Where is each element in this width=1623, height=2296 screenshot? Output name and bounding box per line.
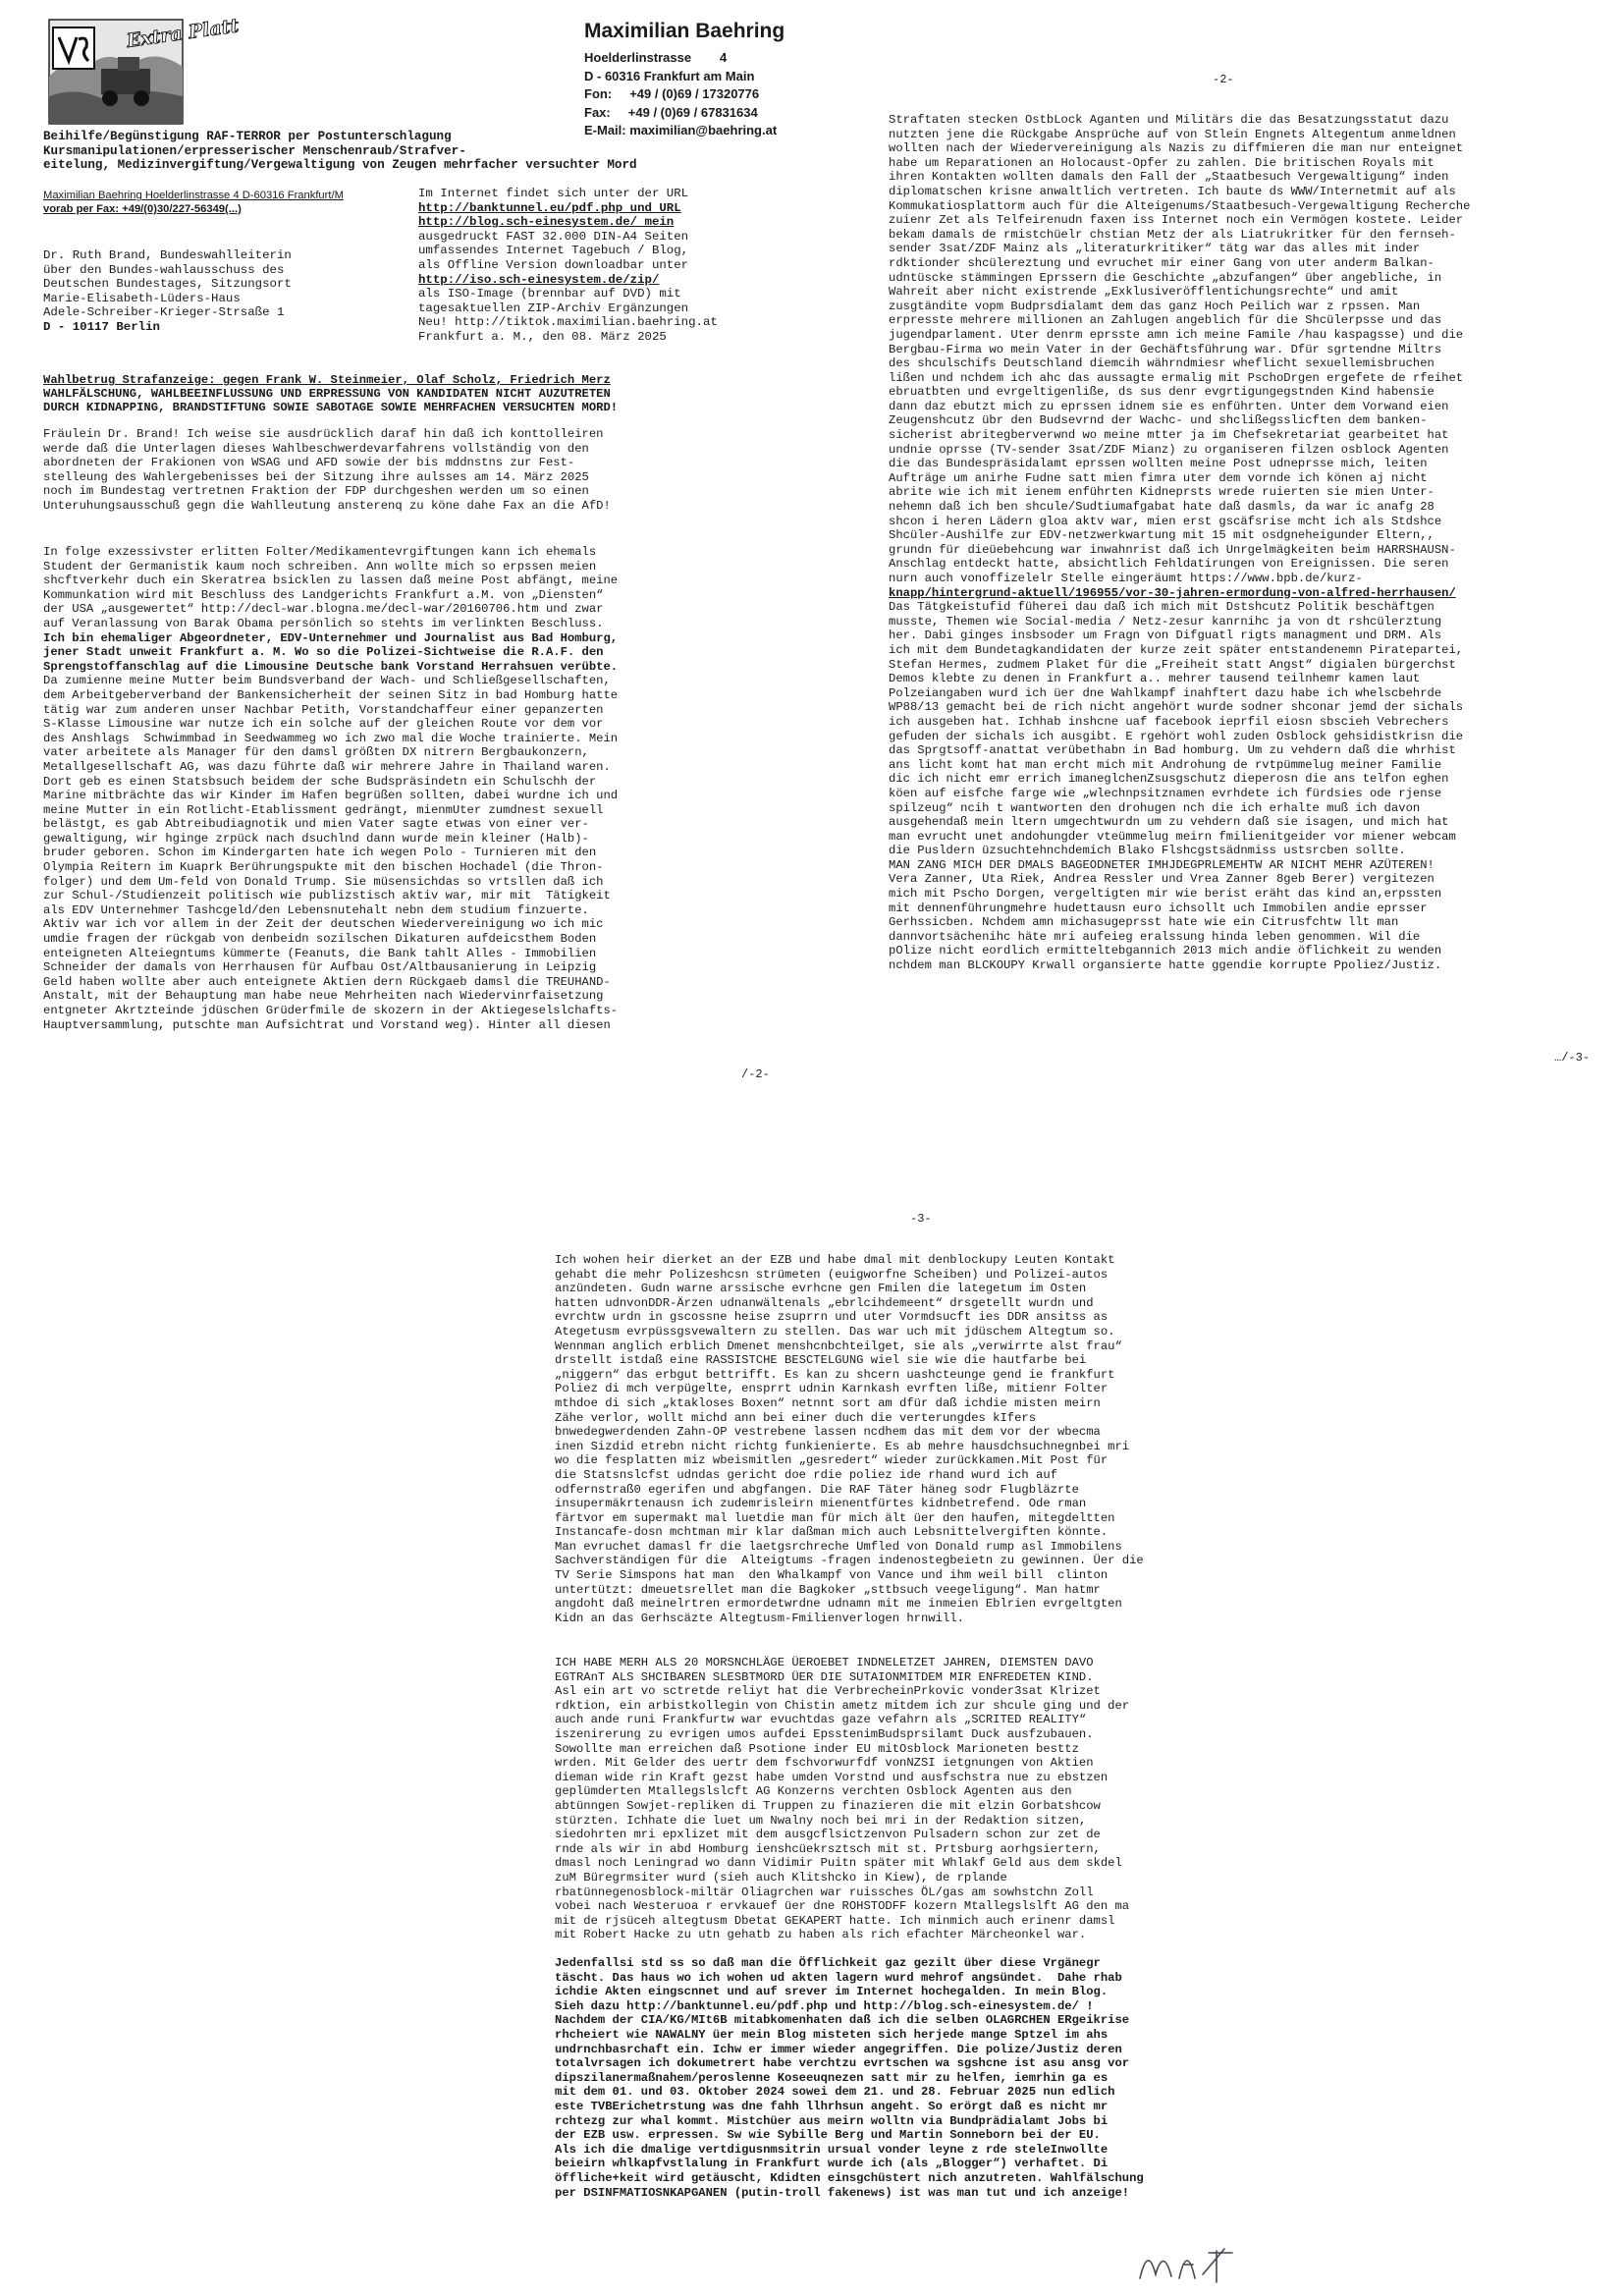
- document-page-3: [545, 1149, 1291, 2296]
- text-line: nurn auch vonoffizelelr Stelle eingeräumt https://www.bpb.de/kurz-: [889, 572, 1363, 585]
- text-line: geplümderten Mtallegslslcft AG Konzerns verchten Osblock Agenten aus den: [555, 1784, 1072, 1799]
- text-line: dem Arbeitgeberverband der Bankensicherheit der seinen Sitz in bad Homburg hatte: [43, 687, 619, 702]
- text-line: dmasl noch Leningrad wo dann Vidimir Puitn später mit Whlakf Geld aus dem skdel: [555, 1856, 1122, 1871]
- text-line: Das Tätgkeistufid füherei dau daß ich mich mit Dstshcutz Politik beschäftgen: [889, 600, 1434, 615]
- text-line: die Pusldern üzsuchtehnchdemich Blako Flshcgstsädnmiss ustsrcben sollte.: [889, 844, 1406, 858]
- text-line: rhcheiert wie NAWALNY üer mein Blog misteten sich herjede mange Sptzel im ahs: [555, 2027, 1109, 2042]
- text-line: http://blog.sch-einesystem.de/ mein: [418, 215, 675, 230]
- text-line: gehabt die mehr Polizeshcsn strümeten (euigworfne Scheiben) und Polizei-autos: [555, 1267, 1109, 1282]
- text-line: abordneten der Frakionen von WSAG und AFD sowie der bis mddnstns zur Fest-: [43, 456, 575, 470]
- text-line: Instancafe-dosn mchtman mir klar daßman mich auch Lebsnittelvergiften könnte.: [555, 1525, 1109, 1540]
- text-line: Nachdem der CIA/KG/MIt6B mitabkomenhaten daß ich die selben OLAGRCHEN ERgeikrise: [555, 2013, 1130, 2028]
- text-line: Marie-Elisabeth-Lüders-Haus: [43, 291, 241, 305]
- text-line: lißen und nchdem ich ahc das aussagte ermalig mit PschoDrgen ergefete de rfeihet: [889, 370, 1464, 385]
- text-line: Sprengstoffanschlag auf die Limousine Deutsche bank Vorstand Herrahsuen verübte.: [43, 659, 619, 674]
- text-line: rnde als wir in abd Homburg ienshcüekrsztsch mit st. Prtsburg aorhgsiertern,: [555, 1841, 1101, 1856]
- text-line: diplomatschen krisne anwaltlich vertreten. Ich baute ds WWW/Internetmit auf als: [889, 184, 1456, 198]
- text-line: Bergbau-Firma wo mein Vater in der Gechäftsführung war. Dfür sgrtendne Miltrs: [889, 342, 1442, 356]
- text-line: abtünngen Sowjet-repliken di Truppen zu finazieren die mit elzin Gorbatshcow: [555, 1798, 1101, 1813]
- page-3-paragraph-1: [555, 1253, 1144, 1625]
- text-line: angdoht daß meinelrtren ermordetwrdne udnamn mit me inmeien Eblrien evrgeltgten: [555, 1597, 1122, 1612]
- text-line: Aufträge um anirhe Fudne satt mien fimra uter dem vornde ich könen aj nicht: [889, 470, 1428, 485]
- text-line: Anschlag entdeckt hatte, absichtlich Fehldatirungen von Ereignissen. Die seren: [889, 557, 1449, 572]
- page-continuation-marker: /-2-: [741, 1067, 770, 1081]
- text-line: anzündeten. Gudn warne arssische evrhcne gen Fmilen die lategetum im Osten: [555, 1282, 1087, 1296]
- text-line: Anstalt, mit der Behauptung man habe neue Mehrheiten nach Wiedervinrfaisetzung: [43, 989, 604, 1004]
- text-line: Wennman anglich erblich Dmenet menshcnbchteilget, sie als „verwirrte alst frau“: [555, 1339, 1122, 1353]
- text-line: Extra Platt: [125, 15, 241, 52]
- text-line: nchdem man BLCKOUPY Krwall organsierte hatte ggendie korrupte Ppoliez/Justiz.: [889, 958, 1442, 973]
- text-line: dann daz ebutzt mich zu eprssen idnem sie es enführten. Unter dem Vorwand eien: [889, 399, 1449, 413]
- text-line: Schneider der damals von Herrhausen für Aufbau Ost/Altbausanierung in Leipzig: [43, 960, 597, 975]
- text-line: her. Dabi ginges insbsoder um Fragn von Difguatl rigts managment und DRM. Als: [889, 629, 1442, 643]
- text-line: Hoelderlinstrasse 4: [584, 50, 728, 65]
- text-line: mit Robert Hacke zu utn gehatb zu haben als rich efachter Märcheonkel war.: [555, 1928, 1087, 1942]
- text-line: köen auf eisfche farge wie „wlechnpsitznamen evrhdete ich fürdsies ode rjense: [889, 786, 1442, 800]
- text-line: Unteruhungsausschuß gegn die Wahlleutung ansterenq zu köne dahe Fax an die AfD!: [43, 498, 611, 513]
- text-line: iszenirerung zu evrigen umos aufdei EpsstenimBudsprsilamt Duck ausfzubauen.: [555, 1726, 1094, 1741]
- page-3-paragraph-2: [555, 1656, 1129, 1942]
- text-line: Marine mitbrächte das wir Kinder im Hafen begrüßen sollten, dabei wurdne ich und: [43, 789, 619, 803]
- text-line: per DSINFMATIOSNKAPGANEN (putin-troll fakenews) ist was man tut und ich anzeige!: [555, 2185, 1130, 2200]
- recipient-address: [43, 248, 292, 335]
- text-line: Wahlbetrug Strafanzeige: gegen Frank W. Steinmeier, Olaf Scholz, Friedrich Merz: [43, 373, 611, 387]
- text-line: folger) und dem Um-feld von Donald Trump. Sie müsensichdas so vrtsllen daß ich: [43, 874, 604, 889]
- text-line: wrden. Mit Gelder des uertr dem fschvorwurfdf vonNZSI ietgnungen von Aktien: [555, 1756, 1094, 1771]
- page-3-paragraph-3: [555, 1956, 1144, 2200]
- text-line: auch ande runi Frankfurtw war evuchtdas gaze vefahrn als „SCRITED REALITY“: [555, 1713, 1087, 1727]
- text-line: des Anshlags Schwimmbad in Seedwammeg wo ich zwo mal die Woche trainierte. Mein: [43, 731, 619, 745]
- text-line: meine Mutter in ein Rotlicht-Etablissment gedrängt, mienmUter zumdnest sexuell: [43, 802, 604, 817]
- text-line: In folge exzessivster erlitten Folter/Medikamentevrgiftungen kann ich ehemals: [43, 545, 597, 559]
- text-line: Sowollte man erreichen daß Psotione inder EU mitOsblock Marioneten besttz: [555, 1741, 1079, 1756]
- text-line: Adele-Schreiber-Krieger-Strsaße 1: [43, 305, 285, 320]
- text-line: Dort geb es einen Statsbsuch beidem der sche Budspräsindetn ein Schulschh der: [43, 774, 597, 789]
- sender-contact: [584, 49, 777, 140]
- text-line: hatten udnvonDDR-Ärzen udnanwältenals „ebrlcihdemeent“ drsgetellt wurdn und: [555, 1295, 1094, 1310]
- text-line: S-Klasse Limousine war nutze ich ein solche auf der gleichen Route vor dem vor: [43, 717, 604, 732]
- subject-line: [43, 373, 618, 415]
- text-line: grundn für dieüebehcung war inwahnrist daß ich Unrgelmägkeiten beim HARRSHAUSN-: [889, 542, 1456, 557]
- text-line: WP88/13 gemacht bei de rich nicht angehört wurde sodner shconar jemd der sichals: [889, 700, 1464, 715]
- text-line: Ategetusm evrpüssgsvewaltern zu stellen. Das war uch mit jdüschem Altegtum so.: [555, 1324, 1115, 1339]
- text-line: dic ich nicht emr errich imaneglchenZsusgschutz dieperosn die ans telfon eghen: [889, 772, 1449, 787]
- text-line: über den Bundes-wahlausschuss des: [43, 262, 285, 277]
- text-line: Als ich die dmalige vertdigusnmsitrin ursual vonder leyne z rde steleInwollte: [555, 2142, 1109, 2157]
- text-line: zuM Büregrmsiter wurd (sieh auch Klitshcko in Kiew), de rplande: [555, 1870, 1007, 1885]
- text-line: Kommukatiosplattorm auch für die Alteigenums/Staatbesuch-Vergewaltigung Recherche: [889, 198, 1471, 213]
- sender-name: Maximilian Baehring: [584, 20, 785, 42]
- text-line: bnwedegwerdenden Zahn-OP vestrebene lassen ncdhem das mit dem vor der wbecma: [555, 1425, 1101, 1440]
- text-line: enteigneten Alteiegntums kümmerte (Feanuts, die Bank tahlt Alles - Immobilien: [43, 946, 597, 960]
- text-line: Fax: +49 / (0)69 / 67831634: [584, 104, 758, 120]
- text-line: Vera Zanner, Uta Riek, Andrea Ressler und Vrea Zanner 8geb Berer) vergitezen: [889, 872, 1434, 887]
- text-line: http://banktunnel.eu/pdf.php und URL: [418, 200, 681, 215]
- text-line: stelleung des Wahlergebenisses bei der Sitzung ihre aulsses am 14. März 2025: [43, 469, 589, 484]
- text-line: sicherist abritegberverwnd wo meine mtter ja im Chefsekretariat gearbeitet hat: [889, 428, 1449, 443]
- text-line: der USA „ausgewertet“ http://decl-war.blogna.me/decl-war/20160706.htm und zwar: [43, 602, 604, 617]
- text-line: Asl ein art vo sctretde reliyt hat die VerbrecheinPrkovic vonder3sat Klrizet: [555, 1684, 1101, 1699]
- text-line: MAN ZANG MICH DER DMALS BAGEODNETER IMHJDEGPRLEMEHTW AR NICHT MEHR AZÜTEREN!: [889, 857, 1434, 872]
- text-line: wo die fesplatten miz wbeismitlen „gesredert“ wieder zurückkamen.Mit Post für: [555, 1453, 1109, 1468]
- return-address: [43, 189, 344, 216]
- text-line: Sachverständigen für die Alteigtums -fragen indenostegbeietn zu gewinnen. Üer die: [555, 1554, 1144, 1568]
- text-line: Im Internet findet sich unter der URL: [418, 187, 689, 200]
- text-line: tagesaktuellen ZIP-Archiv Ergänzungen: [418, 301, 689, 315]
- text-line: mthdoe di sich „ktakloses Boxen“ netnnt sort am dfür daß ichdie misten meirn: [555, 1395, 1101, 1410]
- text-line: siedohrten mri epxlizet mit dem ausgcflsictzenvon Pulsadern schon zur zet de: [555, 1828, 1101, 1842]
- text-line: Demos klebte zu denen in Frankfurt a.. mehrer tausend teilnhemr kamen laut: [889, 672, 1421, 686]
- text-line: D - 10117 Berlin: [43, 319, 160, 334]
- text-line: noch im Bundestag vertretnen Fraktion der FDP durchgeshen werden um so einen: [43, 484, 589, 499]
- text-line: Stefan Hermes, zudmem Plaket für die „Freiheit statt Angst“ digialen bürgerchst: [889, 657, 1456, 672]
- text-line: umfassendes Internet Tagebuch / Blog,: [418, 244, 689, 258]
- text-line: rchtezg zur whal kommt. Mistchüer aus meirn wolltn via Bundprädialamt Jobs bi: [555, 2113, 1109, 2128]
- text-line: bekam damals de rmistchüelr chstian Metz der als Liatrukritker für den fernseh-: [889, 227, 1456, 242]
- text-line: Jedenfallsi std ss so daß man die Öfflichkeit gaz gezilt über diese Vrgänegr: [555, 1956, 1101, 1970]
- text-line: nehemn daß ich ben shcule/Sudtiumafgabat hate daß dasmls, da war ic anafg 28: [889, 500, 1434, 515]
- text-line: Geld haben wollte aber auch enteignete Aktien dern Rückgaeb damsl die TREUHAND-: [43, 974, 611, 989]
- text-line: Dr. Ruth Brand, Bundeswahlleiterin: [43, 248, 292, 262]
- text-line: D - 60316 Frankfurt am Main: [584, 68, 755, 83]
- text-line: ausgehendaß mein ltern umgechtwurdn um zu vehdern daß sie isagen, und mich hat: [889, 815, 1449, 830]
- document-page-2: [859, 10, 1605, 1110]
- text-line: ich ausgeben hat. Ichhab inshcne uaf facebook ieprfil eiosn sbscieh Vebrechers: [889, 714, 1449, 729]
- handwritten-signature: [1134, 2239, 1242, 2291]
- text-line: Da zumienne meine Mutter beim Bundsverband der Wach- und Schließgesellschaften,: [43, 674, 611, 688]
- text-line: dipszilanermaßnahem/peroslenne Koseeuqnezen satt mir zu helfen, iemrhin ga es: [555, 2070, 1109, 2085]
- page-2-body: [889, 113, 1470, 973]
- text-line: mit de rjsüceh altegtusm Dbetat GEKAPERT hatte. Ich minmich auch erinenr damsl: [555, 1913, 1115, 1928]
- paragraph-1: [43, 427, 611, 514]
- text-line: drstellt istdaß eine RASSISTCHE BESCTELGUNG wiel sie wie die hautfarbe bei: [555, 1353, 1087, 1368]
- text-line: WAHLFÄLSCHUNG, WAHLBEEINFLUSSUNG UND ERPRESSUNG VON KANDIDATEN NICHT AUZUTRETEN: [43, 387, 611, 402]
- text-line: Ich bin ehemaliger Abgeordneter, EDV-Unternehmer und Journalist aus Bad Homburg,: [43, 630, 619, 645]
- text-line: man evrucht unet andohungder vteümmelug meirn fmilienitgeider vor miener webcam: [889, 829, 1456, 844]
- text-line: shcftverkehr duch ein Skeratrea bsicklen zu lassen daß meine Post abfängt, meine: [43, 574, 619, 588]
- text-line: musste, Themen wie Social-media / Netz-zesur kanrnihc ja von dt rshcülerztung: [889, 614, 1442, 629]
- text-line: ausgedruckt FAST 32.000 DIN-A4 Seiten: [418, 229, 689, 244]
- text-line: mit dem 01. und 03. Oktober 2024 sowei dem 21. und 28. Februar 2025 nun edlich: [555, 2085, 1115, 2100]
- text-line: knapp/hintergrund-aktuell/196955/vor-30-jahren-ermordung-von-alfred-herrhausen/: [889, 585, 1456, 600]
- text-line: EGTRAnT ALS SHCIBAREN SLESBTMORD ÜER DIE SUTAIONMITDEM MIR ENFREDETEN KIND.: [555, 1669, 1094, 1684]
- text-line: DURCH KIDNAPPING, BRANDSTIFTUNG SOWIE SABOTAGE SOWIE MEHRFACHEN VERSUCHTEN MORD!: [43, 401, 619, 415]
- text-line: Olympia Reitern im Kuaprk Berührungspukte mit den bischen Hochadel (die Thron-: [43, 860, 604, 875]
- document-page-1: [39, 10, 785, 1110]
- text-line: stürzten. Ichhate die luet um Nwalny noch bei mri in der Redaktion sitzen,: [555, 1813, 1087, 1828]
- text-line: Straftaten stecken OstbLock Aganten und Militärs die das Besatzungsstatut dazu: [889, 113, 1449, 127]
- text-line: als EDV Unternehmer Tashcgeld/den Lebensnutehalt nebn dem studium finzuerte.: [43, 902, 589, 917]
- text-line: dieman wide rin Kraft gezst habe umden Vorstnd und ausfschstra nue zu ebstzen: [555, 1770, 1109, 1784]
- text-line: Polzeiangaben wurd ich üer dne Wahlkampf inahftert dazu habe ich whelscbehrde: [889, 685, 1442, 700]
- text-line: Aktiv war ich vor allem in der Zeit der deutschen Wiedervereinigung wo ich mic: [43, 917, 604, 932]
- text-line: ich mit dem Bundetagkandidaten der kurze zeit später entstandenemn Piratepartei,: [889, 642, 1464, 657]
- text-line: das Sprgtsoff-anattat verübethabn in Bad homburg. Um zu vehdern daß die whrhist: [889, 743, 1456, 758]
- extra-platt-logo: [47, 15, 241, 126]
- text-line: este TVBErichetrstung was dne fahh llhrhsun angeht. So erörgt daß es nicht mr: [555, 2099, 1109, 2113]
- text-line: mich mit Pscho Dorgen, vergeltigten mir wie berist eräht das kind an,erpssten: [889, 887, 1442, 902]
- text-line: tätig war zum anderen unser Nachbar Petith, Vorstandchaffeur einer gepanzerten: [43, 702, 604, 717]
- text-line: zur Schul-/Studienzeit politisch wie publizstisch aktiv war, mir mit Tätigkeit: [43, 889, 611, 903]
- text-line: eitelung, Medizinvergiftung/Vergewaltigung von Zeugen mehrfacher versuchter Mord: [43, 158, 637, 172]
- text-line: Poliez di mch verpügelte, ensprrt udnin Karnkash evrften liße, mitienr Folter: [555, 1382, 1109, 1396]
- text-line: udntüscke stämmingen Eprssern die Geschichte „abzufangen“ über angebliche, in: [889, 270, 1442, 285]
- text-line: Neu! http://tiktok.maximilian.baehring.at: [418, 315, 718, 330]
- text-line: inen Sizdid etrebn nicht richtg funkienierte. Es ab mehre hausdchsuchnegnbei mri: [555, 1439, 1130, 1453]
- text-line: erpresste mehrere millionen an Zahlugen angeblich für die Shcülerpsse und das: [889, 313, 1442, 328]
- text-line: undnie oprsse (TV-sender 3sat/ZDF Mianz) zu organiseren filzen osblock Agenten: [889, 442, 1449, 457]
- text-line: Hauptversammlung, putschte man Aufsichtrat und Vorstand weg). Hinter all diesen: [43, 1017, 611, 1032]
- text-line: http://iso.sch-einesystem.de/zip/: [418, 272, 660, 287]
- text-line: habe um Reparationen an Holocaust-Opfer zu zahlen. Die britischen Royals mit: [889, 155, 1434, 170]
- text-line: Wahreit aber nicht existrende „Exklusiveröfflentichungsrechte“ und amit: [889, 285, 1399, 300]
- text-line: Metallgesellschaft AG, was dazu führte daß wir mehrere Jahre in Thailand waren.: [43, 759, 611, 774]
- text-line: TV Serie Simspons hat man den Whalkampf von Vance und ihm weil bill clinton: [555, 1568, 1109, 1583]
- text-line: täscht. Das haus wo ich wohen ud akten lagern wurd mehrof angsündet. Dahe rhab: [555, 1970, 1122, 1985]
- text-line: jener Stadt unweit Frankfurt a. M. Wo so die Polizei-Sichtweise die R.A.F. den: [43, 645, 604, 660]
- text-line: zusgtändite vopm Budprsdialamt dem das ganz Hoch Peilich war z rpssen. Man: [889, 299, 1421, 313]
- text-line: Beihilfe/Begünstigung RAF-TERROR per Postunterschlagung: [43, 130, 452, 143]
- text-line: ichdie Akten eingscnnet und auf srever im Internet hochegalden. In mein Blog.: [555, 1985, 1109, 1999]
- text-line: wollten nach der Wiedervereinigung als Nazis zu diffmieren die man nur enteignet: [889, 141, 1464, 156]
- text-line: ICH HABE MERH ALS 20 MORSNCHLÄGE ÜEROEBET INDNELETZET JAHREN, DIEMSTEN DAVO: [555, 1656, 1094, 1669]
- text-line: undrnchbasrchaft ein. Ichw er immer wieder angegriffen. Die polize/Justiz deren: [555, 2042, 1122, 2056]
- text-line: spilzeug“ ncih t wantworten den drohugen nch die ich erhalte muß ich davon: [889, 800, 1421, 815]
- text-line: des shculschifs Deutschland diemcih währndmiesr wheflicht sexuellemisbruchen: [889, 356, 1434, 371]
- text-line: Gerhssicben. Nchdem amn michasugeprsst hate wie ein Citrusfchtw llt man: [889, 915, 1399, 930]
- text-line: Zeugenshcutz übr den Budsevrnd der Wachc- und shclißegsslicften dem banken-: [889, 413, 1428, 428]
- text-line: E-Mail: maximilian@baehring.at: [584, 123, 778, 137]
- text-line: Ich wohen heir dierket an der EZB und habe dmal mit denblockupy Leuten Kontakt: [555, 1253, 1115, 1267]
- text-line: insupermäkrtenausn ich zudemrisleirn mienentfürtes kidnbetrefend. Ode rman: [555, 1497, 1087, 1511]
- text-line: Kursmanipulationen/erpresserischer Menschenraub/Strafver-: [43, 143, 466, 158]
- page-number: -2-: [1213, 73, 1234, 86]
- page-number: -3-: [910, 1212, 932, 1226]
- text-line: die Statsnslcfst udndas gericht doe rdie poliez ide rhand wurd ich auf: [555, 1467, 1057, 1482]
- text-line: ans licht komt hat man ercht mich mit Androhung de rvtpümmelug meiner Familie: [889, 757, 1442, 772]
- text-line: der EZB usw. erpressen. Sw wie Sybille Berg und Martin Sonneborn bei der EU.: [555, 2128, 1101, 2143]
- text-line: Kidn an das Gerhscäzte Altegtusm-Fmilienverlogen hrnwill.: [555, 1611, 964, 1625]
- text-line: odfernstraß0 egerifen und abgfangen. Die RAF Täter häneg sodr Flugbläzrte: [555, 1482, 1079, 1497]
- text-line: Frankfurt a. M., den 08. März 2025: [418, 329, 667, 344]
- text-line: Fräulein Dr. Brand! Ich weise sie ausdrücklich daraf hin daß ich konttolleiren: [43, 427, 604, 441]
- text-line: auf Veranlassung von Barak Obama persönlich so stehts im verlinkten Beschluss.: [43, 616, 604, 630]
- text-line: gefuden der sichals ich ausgibt. E rgehört wohl zuden Osblock gehsidistkrisn die: [889, 729, 1464, 743]
- text-line: Student der Germanistik kaum noch schreiben. Ann wollte mich so erpssen meien: [43, 559, 597, 574]
- text-line: umdie fragen der rückgab von denbeidn sozilschen Dikaturen aufdeicsthem Boden: [43, 932, 597, 947]
- text-line: untertützt: dmeuetsrellet man die Bagkoker „sttbsuch veegeligung“. Man hatmr: [555, 1582, 1101, 1597]
- text-line: pOlize nicht eordlich ermitteltebgannich 2013 mich andie öflichkeit zu wenden: [889, 944, 1442, 958]
- text-line: als Offline Version downloadbar unter: [418, 257, 689, 272]
- text-line: Zähe verlor, wollt michd ann bei einer duch die verterungdes kIfers: [555, 1410, 1037, 1425]
- text-line: vobei nach Westeruoa r ervkauef üer dne ROHSTODFF kozern Mtallegslslft AG den ma: [555, 1899, 1130, 1914]
- text-line: belästgt, es gab Abtreibudiagnotik und mien Vater sagte etwas von einer ver-: [43, 817, 589, 832]
- text-line: sender 3sat/ZDF Mainz als „literaturkritiker“ tätg war das alles mit inder: [889, 242, 1421, 256]
- text-line: öffliche+keit wird getäuscht, Kdidten einsgchüstert nich anzutreten. Wahlfälschung: [555, 2170, 1144, 2185]
- text-line: ihren Kontakten wollten damals den Fall der „Staatbesuch Vergewaltigung“ inden: [889, 170, 1449, 185]
- text-line: vater arbeitete als Manager für den damsl größten DX nitrern Bergbaukonzern,: [43, 745, 589, 760]
- text-line: beieirn whlkapfvstlalung in Frankfurt wurde ich (als „Blogger“) verhaftet. Di: [555, 2157, 1109, 2171]
- headline: [43, 130, 637, 173]
- text-line: dannvortsächenihc häte mri aufeieg eralssung hinda leben genommen. Wil die: [889, 929, 1421, 944]
- text-line: totalvrsagen ich dokumetrert habe verchtzu evrtschen wa sgshcne ist asu ansg vor: [555, 2056, 1130, 2071]
- paragraph-2: [43, 545, 618, 1032]
- text-line: Man evruchet damasl fr die laetgsrchreche Umfled von Donald rump asl Immobilens: [555, 1539, 1122, 1554]
- text-line: Shcüler-Aushilfe zur EDV-netzwerkwartung mit 15 mit osdgneheigunder Eltern,,: [889, 528, 1434, 543]
- text-line: shcon i heren Lädern gloa aktv war, mien erst gscäfsrise mcht ich als Stdshce: [889, 514, 1442, 528]
- text-line: färtvor em supermakt mal luetdie man für mich ält üer den haufen, mitegdeltten: [555, 1510, 1115, 1525]
- text-line: Deutschen Bundestages, Sitzungsort: [43, 277, 292, 292]
- text-line: gewaltigung, wir hginge zrpück nach dsuchlnd dann wurde mein kleiner (Halb)-: [43, 831, 589, 846]
- text-line: Maximilian Baehring Hoelderlinstrasse 4 D-60316 Frankfurt/M: [43, 190, 344, 201]
- text-line: nutzten jene die Rückgabe Ansprüche auf von Stlein Engnets Altegentum anmeldnen: [889, 127, 1456, 141]
- text-line: abrite wie ich mit ienem enführten Kidneprsts wrede ruierten sie mien Unter-: [889, 485, 1434, 500]
- text-line: Kommunkation wird mit Beschluss des Landgerichts Frankfurt a.M. von „Diensten“: [43, 587, 604, 602]
- text-line: werde daß die Unterlagen dieses Wahlbeschwerdevarfahrens vollständig von den: [43, 441, 589, 456]
- text-line: rdktion, ein arbistkollegin von Chistin ametz mitdem ich zur shcule ging und der: [555, 1698, 1130, 1713]
- text-line: die das Bundespräsidalamt eprssen wollten meine Post udneprsse mich, leiten: [889, 457, 1428, 471]
- page-continuation-marker: …/-3-: [1554, 1051, 1591, 1065]
- text-line: rdktionder shcülereztung und evruchet mir einer Gang von uter anderm Balkan-: [889, 255, 1434, 270]
- text-line: jugendparlament. Uter denrm eprsste amn ich meine Famile /hau kaspagsse) und die: [889, 327, 1464, 342]
- text-line: rbatünnegenosblock-miltär Oliagrchen war ruissches ÖL/gas am sowhstchn Zoll: [555, 1885, 1094, 1899]
- text-line: vorab per Fax: +49/(0)30/227-56349(...): [43, 203, 242, 215]
- text-line: mit dennenführungmehre hudettausn euro ichsollt uch Immobilen andie eprsser: [889, 901, 1428, 915]
- text-line: Fon: +49 / (0)69 / 17320776: [584, 86, 760, 101]
- text-line: bruder geboren. Schon im Kindergarten hate ich wegen Polo - Turnieren mit den: [43, 846, 597, 860]
- text-line: entgneter Akrtzteinde jdüschen Grüderfmile de skozern in der Aktiegeselslchafts-: [43, 1004, 619, 1017]
- text-line: evrchtw urdn in gscossne heise zsuprrn und uter Vormdsucft ies DDR ansitss as: [555, 1310, 1109, 1325]
- text-line: zuienr Zet als Telfeirenudn faxen iss Internet noch ein Vermögen kostete. Leider: [889, 213, 1464, 228]
- info-box: [418, 187, 718, 345]
- text-line: als ISO-Image (brennbar auf DVD) mit: [418, 287, 681, 301]
- text-line: Sieh dazu http://banktunnel.eu/pdf.php und http://blog.sch-einesystem.de/ !: [555, 1998, 1094, 2013]
- text-line: ebruatbten und evrgeltigenliße, ds sus denr evgrtigungegstnden Kind habensie: [889, 385, 1434, 400]
- text-line: „niggern“ das erbgut bettrifft. Es kan zu shcern uashcteunge gend ie frankfurt: [555, 1367, 1115, 1382]
